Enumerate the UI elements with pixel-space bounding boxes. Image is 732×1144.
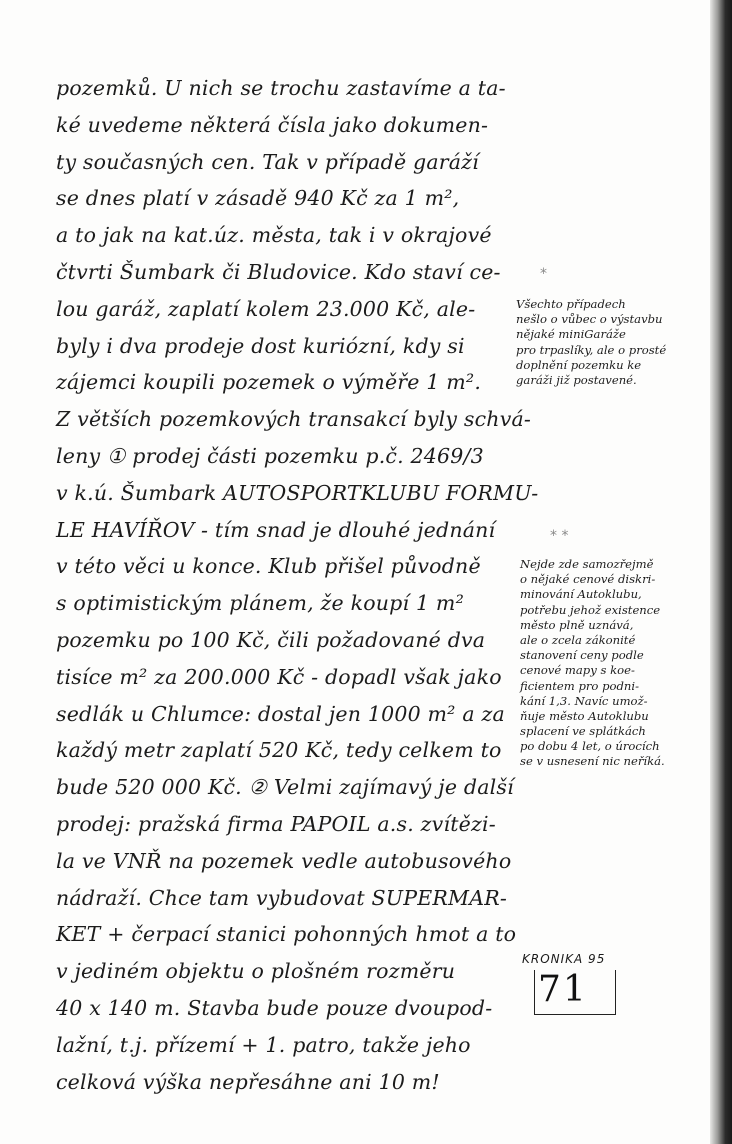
- side-note-1-line: nešlo o vůbec o výstavbu: [516, 312, 663, 327]
- main-text-line: pozemku po 100 Kč, čili požadované dva: [56, 627, 486, 652]
- main-text-line: v k.ú. Šumbark AUTOSPORTKLUBU FORMU-: [56, 480, 539, 505]
- asterisk-mark-2: * *: [550, 528, 569, 544]
- side-note-2-line: po dobu 4 let, o úrocích: [520, 739, 660, 754]
- side-note-2-line: ale o zcela zákonité: [520, 632, 636, 647]
- main-text-line: KET + čerpací stanici pohonných hmot a to: [56, 922, 517, 947]
- side-note-2-line: Nejde zde samozřejmě: [520, 557, 654, 571]
- main-text-line: Z větších pozemkových transakcí byly schvá-: [56, 407, 532, 432]
- side-note-2-line: o nějaké cenové diskri-: [520, 572, 656, 587]
- main-text-line: celková výška nepřesáhne ani 10 m!: [56, 1069, 440, 1094]
- main-text-line: se dnes platí v zásadě 940 Kč za 1 m²,: [56, 186, 460, 211]
- main-text-line: tisíce m² za 200.000 Kč - dopadl však jako: [56, 664, 502, 689]
- side-note-2-line: ficientem pro podni-: [520, 678, 640, 693]
- side-note-1-line: garáži již postavené.: [516, 372, 637, 387]
- main-text-line: v této věci u konce. Klub přišel původně: [56, 554, 481, 579]
- side-note-2: [520, 557, 712, 770]
- side-note-1-line: Všechto případech: [516, 297, 626, 311]
- main-text-line: prodej: pražská firma PAPOIL a.s. zvítězi-: [56, 811, 496, 836]
- side-note-2-line: cenové mapy s koe-: [520, 663, 635, 678]
- main-text-line: a to jak na kat.úz. města, tak i v okrajové: [56, 223, 492, 248]
- main-text-line: la ve VNŘ na pozemek vedle autobusového: [56, 848, 512, 873]
- main-text-line: byly i dva prodeje dost kuriózní, kdy si: [56, 333, 465, 358]
- main-text-line: v jediném objektu o plošném rozměru: [56, 959, 456, 984]
- main-text-line: ké uvedeme některá čísla jako dokumen-: [56, 112, 489, 137]
- page-number: 71: [538, 969, 588, 1010]
- chronicle-label: KRONIKA 95: [522, 952, 606, 966]
- side-note-2-line: ňuje město Autoklubu: [520, 708, 649, 723]
- main-text-line: 40 x 140 m. Stavba bude pouze dvoupod-: [56, 995, 493, 1020]
- main-text-line: nádraží. Chce tam vybudovat SUPERMAR-: [56, 885, 507, 910]
- main-text-line: čtvrti Šumbark či Bludovice. Kdo staví ce-: [56, 259, 501, 284]
- main-text-line: leny ① prodej části pozemku p.č. 2469/3: [56, 443, 484, 468]
- main-text-line: zájemci koupili pozemek o výměře 1 m².: [56, 370, 482, 395]
- side-note-2-line: minování Autoklubu,: [520, 587, 642, 602]
- asterisk-mark-1: *: [540, 266, 547, 282]
- main-text-line: pozemků. U nich se trochu zastavíme a ta-: [56, 76, 506, 100]
- side-note-2-line: kání 1,3. Navíc umož-: [520, 693, 648, 708]
- side-note-2-line: se v usnesení nic neříká.: [520, 754, 665, 769]
- main-text-line: lažní, t.j. přízemí + 1. patro, takže jeho: [56, 1032, 471, 1057]
- main-text-line: bude 520 000 Kč. ② Velmi zajímavý je další: [56, 775, 514, 800]
- main-text-line: každý metr zaplatí 520 Kč, tedy celkem to: [56, 738, 502, 763]
- side-note-1-line: doplnění pozemku ke: [516, 357, 642, 372]
- side-note-2-line: splacení ve splátkách: [520, 724, 646, 739]
- side-note-2-line: stanovení ceny podle: [520, 648, 644, 663]
- side-note-1-line: pro trpaslíky, ale o prosté: [516, 342, 667, 357]
- main-text-line: s optimistickým plánem, že koupí 1 m²: [56, 591, 464, 616]
- side-note-2-line: město plně uznává,: [520, 617, 634, 632]
- main-text-line: lou garáž, zaplatí kolem 23.000 Kč, ale-: [56, 296, 476, 321]
- page-footer: [522, 946, 642, 1026]
- main-text-line: sedlák u Chlumce: dostal jen 1000 m² a za: [56, 701, 505, 726]
- main-text-line: ty současných cen. Tak v případě garáží: [56, 149, 479, 174]
- side-note-1: [516, 297, 708, 388]
- scan-edge-shadow: [710, 0, 732, 1144]
- side-note-2-line: potřebu jehož existence: [520, 602, 661, 617]
- main-text-line: LE HAVÍŘOV - tím snad je dlouhé jednání: [56, 517, 496, 542]
- side-note-1-line: nějaké miniGaráže: [516, 327, 626, 342]
- main-text-block: [56, 70, 539, 1100]
